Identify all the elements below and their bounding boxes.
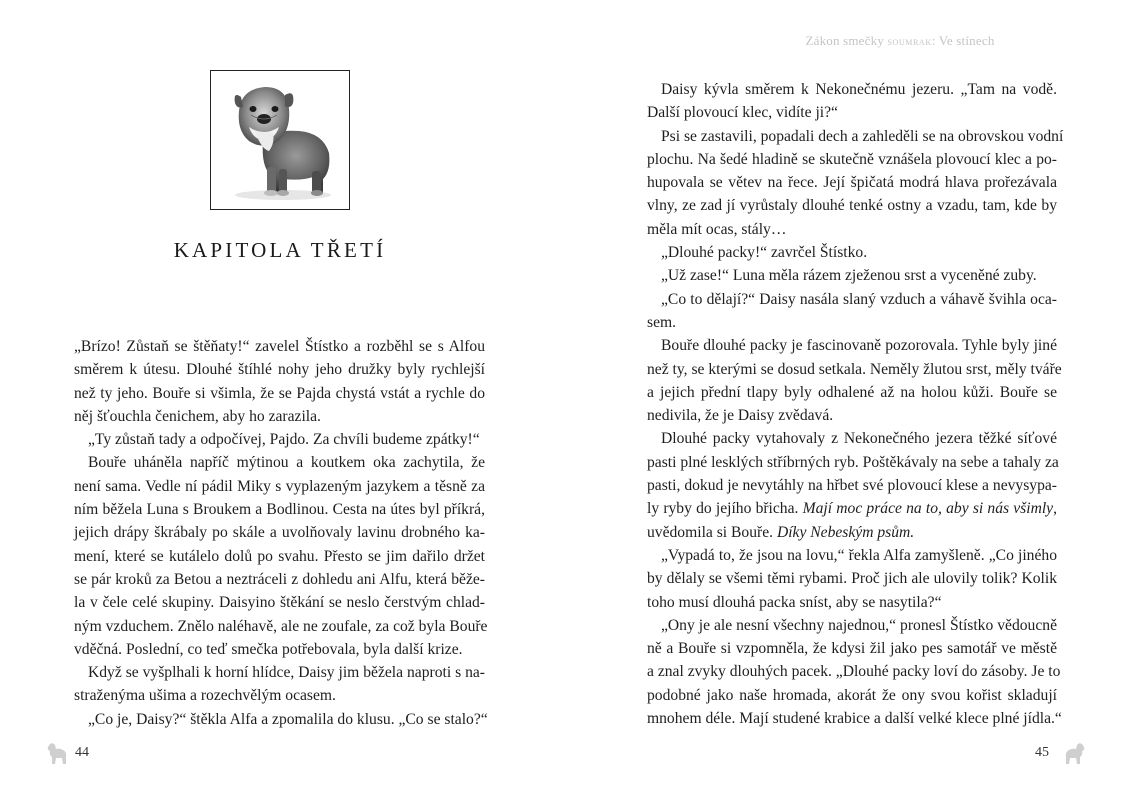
- text-line: [647, 684, 1057, 707]
- text-line-content: Dlouhé packy vytahovaly z Nekonečného jezera těžké síťové: [661, 430, 1057, 448]
- text-line-content: „Už zase!“ Luna měla rázem zježenou srst a vyceněné zuby.: [661, 267, 1037, 285]
- text-line-content: než ty, se kterými se dosud setkala. Neměly žlutou srst, měly tváře: [647, 360, 1062, 378]
- text-line-content: Když se vyšplhali k horní hlídce, Daisy jim běžela naproti s na-: [88, 664, 485, 682]
- text-line-content: nedivila, že je Daisy zvědavá.: [647, 407, 834, 425]
- text-line: [74, 335, 485, 358]
- text-line: [74, 708, 488, 731]
- text-line: [647, 404, 1057, 427]
- text-line-content: ly ryby do jejího břicha.: [647, 500, 803, 518]
- text-line-content: „Brízo! Zůstaň se štěňaty!“ zavelel Štístko a rozběhl se s Alfou: [74, 338, 485, 355]
- left-page: [0, 0, 565, 800]
- text-line: [74, 615, 488, 638]
- running-head-series: soumrak: [887, 34, 932, 48]
- text-line-content: než ty jeho. Bouře si všimla, že se Pajda chystá vstát a rychle do: [74, 384, 485, 402]
- text-line-content: Psi se zastavili, popadali dech a zahleděli se na obrovskou vodní: [661, 127, 1064, 145]
- text-line-content: mení, které se kutálelo dolů po svahu. Přesto se jim dařilo držet: [74, 547, 485, 565]
- text-line: [647, 660, 1061, 683]
- text-line-content: ným vzduchem. Znělo naléhavě, ale ne zoufale, za což byla Bouře: [74, 617, 488, 635]
- text-line: [74, 521, 485, 544]
- text-line-content: podobné jako naše hromada, akorát že ony svou kořist skladují: [647, 686, 1057, 704]
- text-line: [647, 521, 1057, 544]
- text-line-content: „Ty zůstaň tady a odpočívej, Pajdo. Za chvíli budeme zpátky!“: [88, 431, 480, 449]
- text-line-content: Daisy kývla směrem k Nekonečnému jezeru. „Tam na vodě.: [661, 81, 1057, 98]
- text-line-content: něj šťouchla čenichem, aby ho zarazila.: [74, 407, 321, 425]
- text-line-content: vděčná. Poslední, co teď smečka potřebovala, byla další krize.: [74, 640, 463, 658]
- text-line-content: pasti plné lesklých stříbrných ryb. Poštěkávaly na sebe a tahaly za: [647, 453, 1059, 471]
- right-page: [566, 0, 1131, 800]
- text-line: [647, 474, 1057, 497]
- text-line-content: „Co je, Daisy?“ štěkla Alfa a zpomalila do klusu. „Co se stalo?“: [88, 710, 488, 728]
- text-line-content: měla mít ocas, stály…: [647, 220, 787, 238]
- text-line-content: sem.: [647, 313, 677, 331]
- dog-silhouette-icon: [46, 742, 68, 766]
- text-line: [74, 545, 485, 568]
- text-line: [74, 498, 485, 521]
- text-line: [647, 148, 1057, 171]
- text-line-content: toho musí dlouhá packa sníst, aby se nasytila?“: [647, 593, 942, 611]
- text-line-content: ně a Bouře si vzpomněla, že kdysi žil jako pes samotář ve městě: [647, 640, 1057, 658]
- text-line-content: Bouře uháněla napříč mýtinou a koutkem oka zachytila, že: [88, 454, 485, 472]
- text-line: [74, 475, 485, 498]
- text-line-content: hupovala se větev na řece. Její špičatá modrá hlava prořezávala: [647, 174, 1057, 192]
- text-line: [74, 405, 485, 428]
- page-number: 45: [1035, 745, 1049, 760]
- text-line: [74, 428, 485, 451]
- text-line-content: není sama. Vedle ní pádil Miky s vyplazeným jazykem a těsně za: [74, 477, 485, 495]
- text-line: [74, 684, 485, 707]
- text-line: [647, 637, 1057, 660]
- text-line-content: mnohem déle. Mají studené krabice a další velké klece plné jídla.“: [647, 710, 1062, 728]
- text-line: [647, 451, 1057, 474]
- text-line: [647, 218, 1057, 241]
- text-line: [647, 171, 1057, 194]
- text-line: [647, 381, 1057, 404]
- text-line-content: vlny, ze zad jí vyrůstaly dlouhé tenké ostny a vzadu, tam, kde by: [647, 197, 1057, 215]
- text-line: [74, 451, 485, 474]
- text-line: [647, 497, 1057, 520]
- chapter-illustration: [210, 70, 350, 210]
- text-line-content: Bouře dlouhé packy je fascinovaně pozorovala. Tyhle byly jiné: [661, 337, 1057, 355]
- bulldog-photo-icon: [211, 71, 348, 208]
- text-line: [647, 101, 1057, 124]
- text-line-content: „Dlouhé packy!“ zavrčel Štístko.: [661, 244, 868, 262]
- text-line-content: uvědomila si Bouře.: [647, 523, 777, 541]
- text-line: [74, 591, 485, 614]
- text-line-content: směrem k útesu. Dlouhé štíhlé nohy jeho družky byly rychlejší: [74, 361, 485, 379]
- text-line: [647, 707, 1062, 730]
- text-line: [647, 334, 1057, 357]
- running-head: [750, 33, 1050, 49]
- right-page-body: [647, 78, 1064, 730]
- text-line: [647, 264, 1057, 287]
- left-page-body: [74, 335, 488, 731]
- text-line: [647, 125, 1064, 148]
- running-head-post: : Ve stínech: [931, 33, 995, 48]
- text-line-content: a znal zvyky dlouhých pacek. „Dlouhé packy loví do zásoby. Je to: [647, 663, 1061, 681]
- text-line-content: la v čele celé skupiny. Daisyino štěkání se neslo čerstvým chlad-: [74, 594, 485, 612]
- text-line-content: se pár kroků za Betou a neztráceli z dohledu ani Alfu, která běže-: [74, 570, 485, 588]
- chapter-title: KAPITOLA TŘETÍ: [173, 238, 387, 262]
- text-line-content: jejich drápy škrábaly po skále a uvolňovaly lavinu drobného ka-: [74, 524, 485, 542]
- italic-text: Díky Nebeským psům.: [776, 523, 915, 541]
- text-line: [647, 544, 1057, 567]
- text-line: [647, 358, 1062, 381]
- text-line-content: by dělaly se všemi těmi rybami. Proč jich ale ulovily tolik? Kolik: [647, 570, 1057, 588]
- italic-text: Mají moc práce na to, aby si nás všimly: [802, 500, 1054, 518]
- text-line: [74, 382, 485, 405]
- text-line-content: pasti, dokud je nevytáhly na hřbet své plovoucí klese a nevysypa-: [647, 477, 1057, 495]
- text-line: [74, 568, 485, 591]
- text-line: [74, 358, 485, 381]
- text-line-content: ním běžela Luna s Broukem a Bodlinou. Cesta na útes byl příkrá,: [74, 501, 485, 519]
- text-line: [647, 614, 1057, 637]
- text-line: [647, 427, 1057, 450]
- text-line-content: a jejich přední tlapy byly odhalené až na holou kůži. Bouře se: [647, 383, 1057, 401]
- page-number: 44: [75, 745, 89, 760]
- dog-silhouette-icon: [1064, 742, 1086, 766]
- text-line-content: „Co to dělají?“ Daisy nasála slaný vzduch a váhavě švihla oca-: [661, 290, 1057, 308]
- text-line-content: Další plovoucí klec, vidíte ji?“: [647, 104, 838, 122]
- text-line: [647, 311, 1057, 334]
- running-head-pre: Zákon smečky: [805, 33, 888, 48]
- text-line-content: „Vypadá to, že jsou na lovu,“ řekla Alfa zamyšleně. „Co jiného: [661, 546, 1057, 564]
- text-line: [647, 241, 1057, 264]
- text-line-content: „Ony je ale nesní všechny najednou,“ pronesl Štístko vědoucně: [661, 616, 1057, 634]
- text-line: [647, 567, 1057, 590]
- text-line-tail: ,: [1053, 500, 1057, 518]
- text-line: [74, 661, 485, 684]
- text-line: [647, 194, 1057, 217]
- text-line: [647, 78, 1057, 101]
- text-line: [74, 638, 485, 661]
- text-line-content: straženýma ušima a rozechvělým ocasem.: [74, 687, 336, 705]
- text-line: [647, 288, 1057, 311]
- text-line: [647, 591, 1057, 614]
- text-line-content: plochu. Na šedé hladině se skutečně vznášela plovoucí klec a po-: [647, 150, 1057, 168]
